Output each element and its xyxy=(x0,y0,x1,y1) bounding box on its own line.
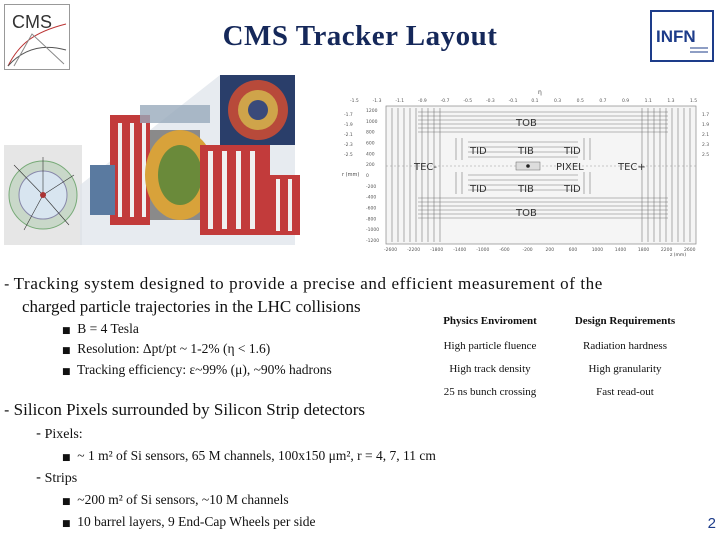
bullet-tracking-line2: charged particle trajectories in the LHC collisions xyxy=(22,297,361,316)
z-tick-label: 1000 xyxy=(591,248,604,253)
dash-marker: - xyxy=(4,275,10,293)
pixels-heading: - Pixels: xyxy=(36,426,83,442)
label-tid-bottom-right: TID xyxy=(564,184,581,195)
eta-tick-label: -0.7 xyxy=(440,99,450,104)
eta-tick-label: 0.7 xyxy=(599,99,607,104)
eta-tick-label: -1.3 xyxy=(372,99,382,104)
z-tick-label: -200 xyxy=(522,248,533,253)
left-eta-labels xyxy=(344,112,353,158)
cms-logo-text: CMS xyxy=(12,12,52,32)
table-cell: High granularity xyxy=(588,362,662,375)
left-eta-label: -2.5 xyxy=(344,153,353,158)
eta-tick-label: -0.1 xyxy=(508,99,518,104)
sub-bullet-efficiency-text: Tracking efficiency: ε~99% (μ), ~90% hadrons xyxy=(77,362,332,377)
eta-tick-label: 1.5 xyxy=(690,99,698,104)
label-tob-top: TOB xyxy=(516,118,537,129)
r-tick-label: 600 xyxy=(366,141,375,147)
slide-title: CMS Tracker Layout xyxy=(222,20,498,52)
r-tick-label: -400 xyxy=(366,195,377,201)
z-tick-label: -2600 xyxy=(384,248,398,253)
eta-tick-label: -0.9 xyxy=(418,99,427,104)
detector-cutaway-image xyxy=(80,75,320,245)
z-tick-label: -1400 xyxy=(453,248,467,253)
sub-bullet-pixels: ■ ~ 1 m² of Si sensors, 65 M channels, 100x150 μm², r = 4, 7, 11 cm xyxy=(62,448,436,463)
left-eta-label: -1.9 xyxy=(344,123,353,128)
z-tick-label: 1800 xyxy=(637,248,650,253)
bullet-tracking-system xyxy=(4,274,714,294)
sub-bullet-strips-layers-text: 10 barrel layers, 9 End-Cap Wheels per side xyxy=(77,514,316,529)
table-header-physics: Physics Enviroment xyxy=(443,315,537,327)
r-tick-label: 200 xyxy=(366,163,375,169)
r-tick-label: 1200 xyxy=(366,109,378,114)
strips-label: Strips xyxy=(44,471,78,486)
r-tick-label: 0 xyxy=(366,174,369,179)
label-tob-bottom: TOB xyxy=(516,208,537,219)
eta-tick-label: 1.3 xyxy=(667,99,675,104)
r-tick-label: -1200 xyxy=(366,239,380,244)
eta-tick-label: -1.1 xyxy=(395,99,405,104)
z-tick-label: -1800 xyxy=(430,248,444,253)
table-cell: Fast read-out xyxy=(596,385,654,398)
sub-bullet-field-text: B = 4 Tesla xyxy=(77,321,139,336)
z-tick-label: 1400 xyxy=(614,248,627,253)
left-eta-label: -1.7 xyxy=(344,113,353,118)
label-tid-bottom-left: TID xyxy=(470,184,487,195)
r-axis-label: r (mm) xyxy=(342,172,360,178)
eta-tick-label: 0.1 xyxy=(531,99,539,104)
sub-bullet-strips-sensors-text: ~200 m² of Si sensors, ~10 M channels xyxy=(77,492,289,507)
table-cell: High particle fluence xyxy=(443,339,537,352)
table-cell: 25 ns bunch crossing xyxy=(443,385,537,398)
event-display-image xyxy=(4,145,82,245)
r-tick-label: -200 xyxy=(366,184,377,190)
right-eta-label: 2.1 xyxy=(702,133,710,138)
sub-bullet-resolution-text: Resolution: Δpt/pt ~ 1-2% (η < 1.6) xyxy=(77,341,271,356)
z-tick-labels xyxy=(384,247,696,253)
z-tick-label: 2600 xyxy=(684,248,696,253)
eta-tick-label: 0.3 xyxy=(554,99,562,104)
label-tec-minus: TEC- xyxy=(414,162,438,173)
table-cell: High track density xyxy=(449,362,531,375)
z-tick-label: -600 xyxy=(499,248,510,253)
eta-tick-label: 1.1 xyxy=(644,99,652,104)
right-eta-label: 2.5 xyxy=(702,153,710,158)
bullet-silicon-text: Silicon Pixels surrounded by Silicon Strip detectors xyxy=(13,400,365,419)
table-cell: Radiation hardness xyxy=(582,339,667,352)
right-eta-label: 1.9 xyxy=(702,123,710,128)
label-tib-bottom: TIB xyxy=(518,184,534,195)
z-tick-label: 2200 xyxy=(660,248,673,253)
sub-bullet-field: ■ B = 4 Tesla xyxy=(62,321,139,336)
z-tick-label: 600 xyxy=(568,248,578,253)
r-tick-label: 1000 xyxy=(366,119,378,125)
r-tick-label: -600 xyxy=(366,206,377,212)
requirements-table xyxy=(428,308,698,403)
sub-bullet-efficiency: ■ Tracking efficiency: ε~99% (μ), ~90% hadrons xyxy=(62,362,332,377)
strips-heading: - Strips xyxy=(36,470,78,486)
infn-logo xyxy=(650,10,714,62)
table-header-design: Design Requirements xyxy=(574,315,676,327)
r-tick-label: 400 xyxy=(366,152,375,158)
z-tick-label: -2200 xyxy=(407,248,421,253)
eta-tick-label: -0.3 xyxy=(486,99,495,104)
sub-bullet-resolution: ■ Resolution: Δpt/pt ~ 1-2% (η < 1.6) xyxy=(62,341,271,356)
page-number: 2 xyxy=(707,515,716,532)
r-tick-label: 800 xyxy=(366,130,375,136)
cms-logo xyxy=(4,4,70,70)
z-tick-label: 200 xyxy=(545,248,555,253)
right-eta-label: 2.3 xyxy=(702,143,710,148)
label-pixel: PIXEL xyxy=(556,162,584,173)
label-tib-top: TIB xyxy=(518,146,534,157)
table-row xyxy=(428,357,698,380)
label-tid-top-right: TID xyxy=(564,146,581,157)
right-eta-labels xyxy=(702,112,709,158)
eta-tick-label: 0.5 xyxy=(576,99,584,104)
z-tick-label: -1000 xyxy=(476,248,490,253)
bullet-tracking-line1: Tracking system designed to provide a precise and efficient measurement of the xyxy=(13,274,603,293)
eta-tick-labels xyxy=(350,98,697,104)
table-row xyxy=(428,334,698,357)
table-header-row xyxy=(428,308,698,334)
tracker-layout-diagram xyxy=(338,86,718,258)
label-tid-top-left: TID xyxy=(470,146,487,157)
label-tec-plus: TEC+ xyxy=(618,162,646,173)
r-tick-label: -1000 xyxy=(366,228,380,234)
infn-logo-text: INFN xyxy=(656,27,696,46)
table-row xyxy=(428,380,698,403)
r-tick-labels xyxy=(366,108,379,244)
left-eta-label: -2.3 xyxy=(344,143,353,148)
eta-tick-label: -1.5 xyxy=(350,99,359,104)
eta-label: η xyxy=(538,89,542,96)
eta-tick-label: -0.5 xyxy=(463,99,473,104)
left-eta-label: -2.1 xyxy=(344,133,353,138)
sub-bullet-pixels-text: ~ 1 m² of Si sensors, 65 M channels, 100x150 μm², r = 4, 7, 11 cm xyxy=(77,448,436,463)
sub-bullet-strips-sensors: ■ ~200 m² of Si sensors, ~10 M channels xyxy=(62,492,289,507)
pixels-label: Pixels: xyxy=(44,427,83,442)
r-tick-label: -800 xyxy=(366,217,377,223)
sub-bullet-strips-layers: ■ 10 barrel layers, 9 End-Cap Wheels per side xyxy=(62,514,316,529)
right-eta-label: 1.7 xyxy=(702,113,710,118)
bullet-silicon: - Silicon Pixels surrounded by Silicon Strip detectors xyxy=(4,400,365,419)
z-axis-label: z (mm) xyxy=(670,253,687,258)
eta-tick-label: 0.9 xyxy=(622,99,630,104)
